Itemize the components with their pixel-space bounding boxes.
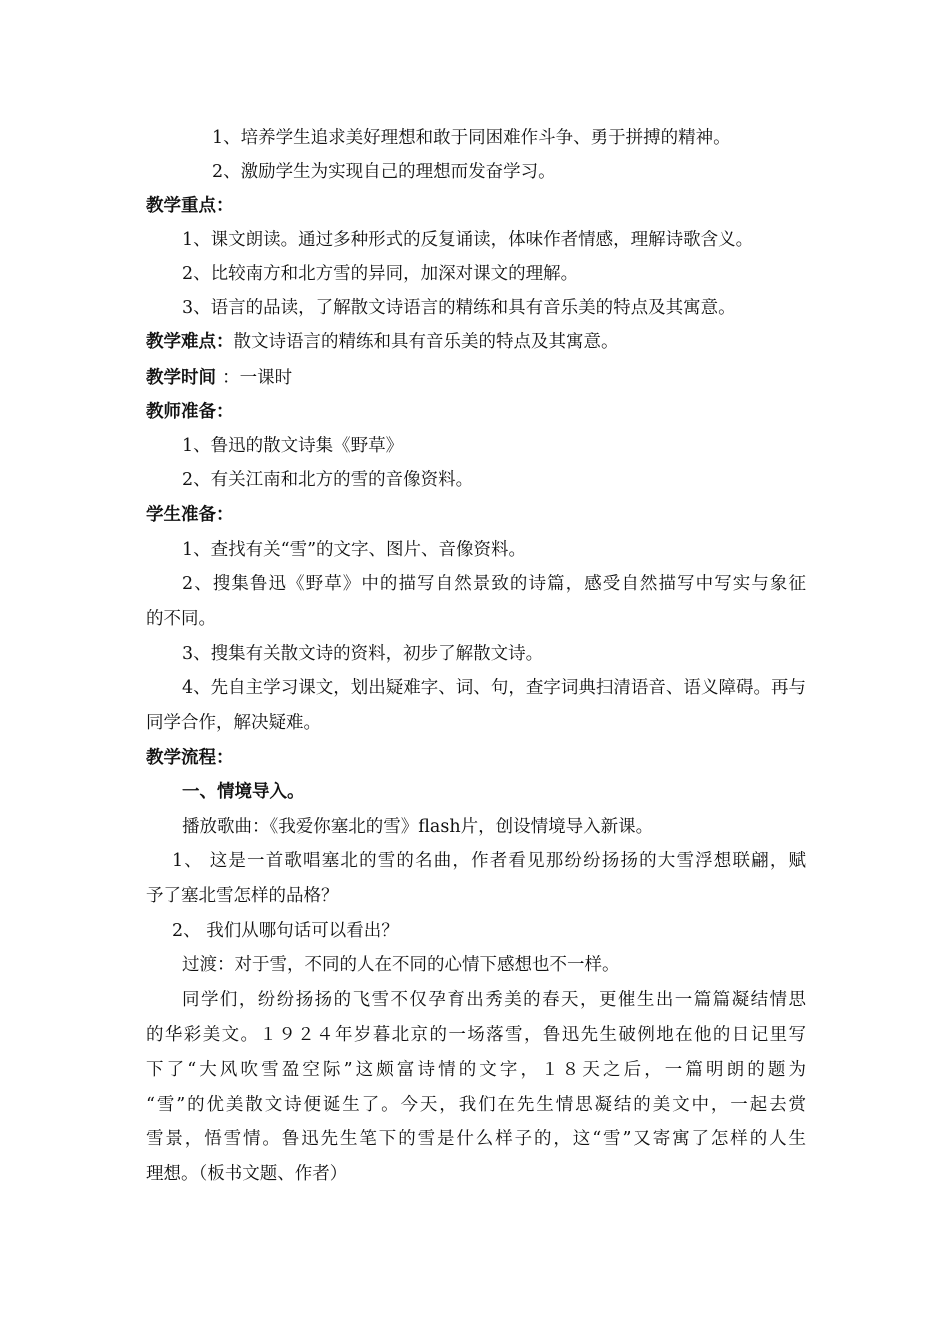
paragraph-line: 理想。（板书文题、作者） [146, 1164, 348, 1184]
goal-2: 2、激励学生为实现自己的理想而发奋学习。 [212, 162, 556, 182]
student-prep-4-line1: 4、先自主学习课文，划出疑难字、词、句，查字词典扫清语音、语义障碍。再与 [182, 678, 806, 698]
difficulty-line [146, 334, 619, 352]
paragraph-line: 下了“大风吹雪盈空际”这颇富诗情的文字，１８天之后，一篇明朗的题为 [146, 1060, 806, 1080]
song-line: 播放歌曲：《我爱你塞北的雪》flash片，创设情境导入新课。 [182, 817, 654, 837]
teacher-prep-heading: 教师准备： [146, 402, 234, 422]
teacher-prep-2: 2、有关江南和北方的雪的音像资料。 [182, 470, 474, 490]
key-point-3: 3、语言的品读，了解散文诗语言的精练和具有音乐美的特点及其寓意。 [182, 298, 736, 318]
question-1-line1: 1、 这是一首歌唱塞北的雪的名曲，作者看见那纷纷扬扬的大雪浮想联翩，赋 [172, 851, 806, 871]
process-heading: 教学流程： [146, 748, 234, 768]
difficulty-value: 散文诗语言的精练和具有音乐美的特点及其寓意。 [233, 332, 619, 352]
student-prep-heading: 学生准备： [146, 505, 234, 525]
section-1-title: 一、情境导入。 [182, 782, 305, 802]
student-prep-2-line2: 的不同。 [146, 609, 216, 629]
paragraph-line: 的华彩美文。１９２４年岁暮北京的一场落雪，鲁迅先生破例地在他的日记里写 [146, 1025, 806, 1045]
student-prep-4-line2: 同学合作，解决疑难。 [146, 713, 321, 733]
paragraph-line: “雪”的优美散文诗便诞生了。今天，我们在先生情思凝结的美文中，一起去赏 [146, 1095, 806, 1115]
transition-line: 过渡：对于雪，不同的人在不同的心情下感想也不一样。 [182, 955, 620, 975]
time-line [146, 370, 292, 388]
question-1-line2: 予了塞北雪怎样的品格？ [146, 886, 339, 906]
key-point-1: 1、课文朗读。通过多种形式的反复诵读，体味作者情感，理解诗歌含义。 [182, 230, 754, 250]
teacher-prep-1: 1、鲁迅的散文诗集《野草》 [182, 436, 404, 456]
key-point-2: 2、比较南方和北方雪的异同，加深对课文的理解。 [182, 264, 579, 284]
key-points-heading: 教学重点： [146, 196, 234, 216]
difficulty-label: 教学难点： [146, 332, 234, 352]
paragraph-line: 雪景，悟雪情。鲁迅先生笔下的雪是什么样子的，这“雪”又寄寓了怎样的人生 [146, 1129, 806, 1149]
student-prep-2-line1: 2、搜集鲁迅《野草》中的描写自然景致的诗篇，感受自然描写中写实与象征 [182, 574, 806, 594]
student-prep-1: 1、查找有关“雪”的文字、图片、音像资料。 [182, 540, 527, 560]
time-label: 教学时间 [146, 368, 216, 388]
time-value: ：一课时 [222, 368, 293, 388]
student-prep-3: 3、搜集有关散文诗的资料，初步了解散文诗。 [182, 644, 544, 664]
goal-1: 1、培养学生追求美好理想和敢于同困难作斗争、勇于拼搏的精神。 [212, 128, 731, 148]
question-2: 2、 我们从哪句话可以看出？ [172, 921, 399, 941]
paragraph-line: 同学们，纷纷扬扬的飞雪不仅孕育出秀美的春天，更催生出一篇篇凝结情思 [182, 990, 806, 1010]
